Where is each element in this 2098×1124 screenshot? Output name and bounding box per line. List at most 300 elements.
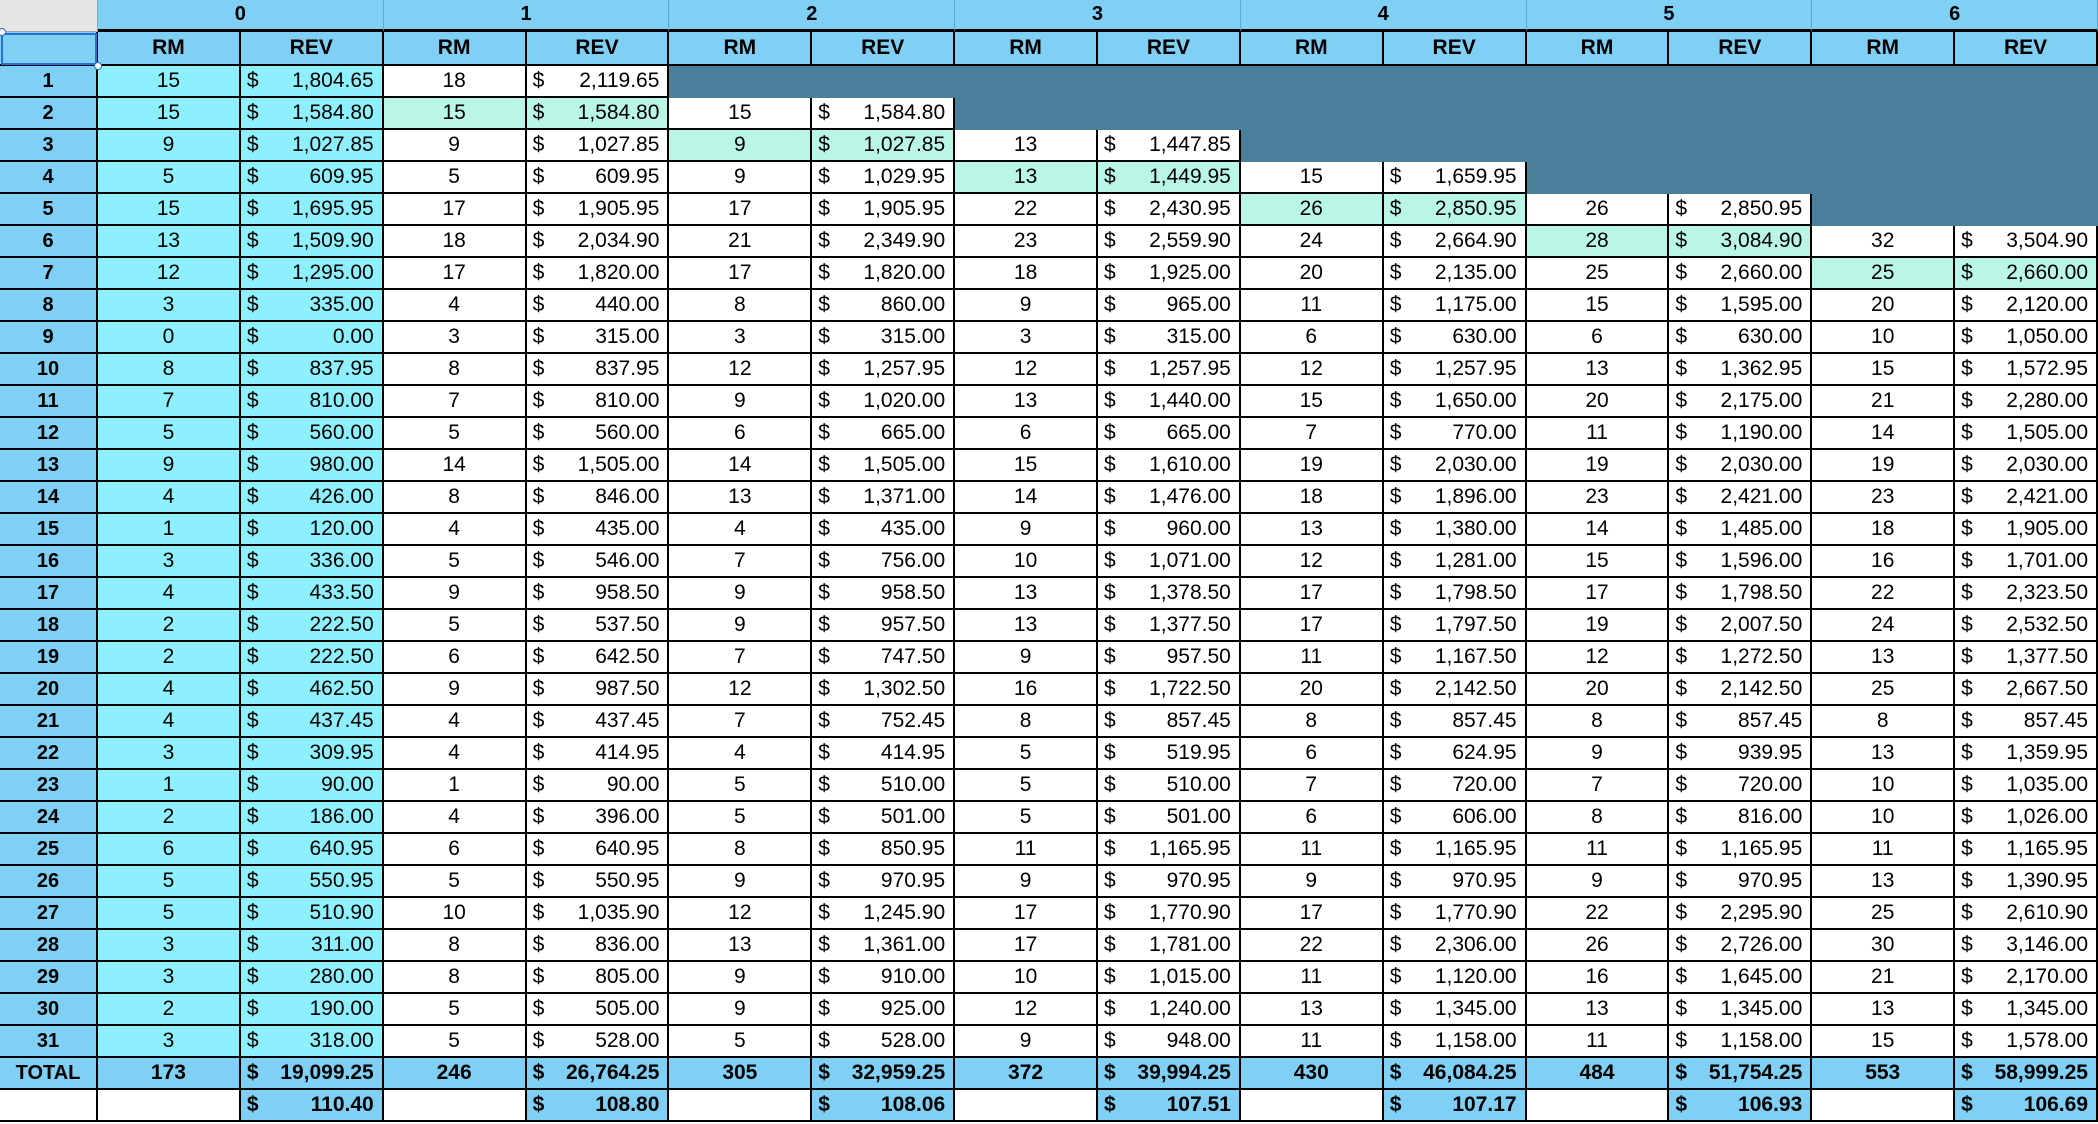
rev-cell[interactable] (1384, 258, 1527, 290)
rev-cell[interactable] (1955, 898, 2098, 930)
row-header-1[interactable]: 1 (0, 66, 98, 98)
rm-cell[interactable]: 13 (1812, 866, 1955, 898)
rm-cell[interactable]: 9 (98, 130, 241, 162)
row-header-15[interactable]: 15 (0, 514, 98, 546)
rm-cell[interactable]: 26 (1241, 194, 1384, 226)
rev-cell[interactable] (241, 546, 384, 578)
rm-cell[interactable]: 20 (1241, 258, 1384, 290)
rm-cell[interactable]: 18 (1812, 514, 1955, 546)
rm-cell[interactable]: 9 (955, 514, 1098, 546)
row-header-12[interactable]: 12 (0, 418, 98, 450)
rev-cell[interactable] (527, 930, 670, 962)
rev-cell[interactable] (241, 130, 384, 162)
rm-header[interactable]: RM (1527, 32, 1670, 66)
rm-cell[interactable]: 15 (1527, 290, 1670, 322)
rm-cell[interactable]: 4 (98, 674, 241, 706)
rm-cell[interactable]: 21 (669, 226, 812, 258)
rm-cell[interactable]: 5 (98, 898, 241, 930)
rm-cell[interactable]: 9 (1527, 738, 1670, 770)
rev-cell[interactable] (1098, 258, 1241, 290)
rev-cell[interactable] (241, 802, 384, 834)
rm-cell[interactable]: 3 (98, 962, 241, 994)
rm-cell[interactable]: 14 (955, 482, 1098, 514)
rev-cell[interactable] (527, 578, 670, 610)
rev-cell[interactable] (1955, 802, 2098, 834)
rm-cell[interactable]: 15 (98, 98, 241, 130)
rm-cell[interactable]: 13 (1812, 994, 1955, 1026)
rev-cell[interactable] (812, 674, 955, 706)
rev-cell[interactable] (1098, 514, 1241, 546)
rm-cell[interactable]: 20 (1812, 290, 1955, 322)
rm-cell[interactable]: 8 (1527, 802, 1670, 834)
rm-cell[interactable]: 4 (384, 706, 527, 738)
rm-cell[interactable]: 12 (669, 898, 812, 930)
rm-cell[interactable]: 22 (1527, 898, 1670, 930)
rev-cell[interactable] (241, 706, 384, 738)
rev-cell[interactable] (1669, 386, 1812, 418)
total-row-label[interactable]: TOTAL (0, 1058, 98, 1090)
rev-cell[interactable] (1669, 930, 1812, 962)
rev-cell[interactable] (527, 98, 670, 130)
rev-cell[interactable] (1669, 898, 1812, 930)
rev-cell[interactable] (1098, 962, 1241, 994)
rev-cell[interactable] (1384, 226, 1527, 258)
rm-cell[interactable]: 9 (669, 162, 812, 194)
rev-cell[interactable] (1384, 386, 1527, 418)
rm-cell[interactable]: 10 (955, 546, 1098, 578)
rm-cell[interactable]: 20 (1241, 674, 1384, 706)
rev-cell[interactable] (1669, 674, 1812, 706)
rev-cell[interactable] (1669, 962, 1812, 994)
rev-cell[interactable] (1098, 354, 1241, 386)
column-group-header-1[interactable]: 1 (384, 0, 670, 32)
rm-cell[interactable]: 9 (669, 962, 812, 994)
rm-cell[interactable]: 13 (955, 162, 1098, 194)
rev-cell[interactable] (527, 994, 670, 1026)
rm-cell[interactable]: 5 (98, 162, 241, 194)
rm-cell[interactable]: 11 (1527, 1026, 1670, 1058)
rev-cell[interactable] (1669, 258, 1812, 290)
rm-cell[interactable]: 11 (955, 834, 1098, 866)
rev-cell[interactable] (812, 450, 955, 482)
rev-cell[interactable] (1098, 610, 1241, 642)
rm-header[interactable]: RM (98, 32, 241, 66)
rev-cell[interactable] (1669, 738, 1812, 770)
sheet-corner[interactable] (0, 0, 98, 32)
average-rev-cell[interactable] (812, 1090, 955, 1122)
row-header-21[interactable]: 21 (0, 706, 98, 738)
rev-cell[interactable] (1669, 994, 1812, 1026)
rev-cell[interactable] (1098, 930, 1241, 962)
rev-cell[interactable] (1669, 226, 1812, 258)
rm-cell[interactable]: 9 (384, 130, 527, 162)
rev-cell[interactable] (1098, 578, 1241, 610)
total-rev-cell[interactable] (1384, 1058, 1527, 1090)
rm-cell[interactable]: 5 (669, 770, 812, 802)
rev-cell[interactable] (527, 386, 670, 418)
rm-cell[interactable]: 13 (955, 386, 1098, 418)
rm-cell[interactable]: 9 (669, 578, 812, 610)
rm-cell[interactable]: 15 (384, 98, 527, 130)
rm-cell[interactable]: 14 (1812, 418, 1955, 450)
column-group-header-0[interactable]: 0 (98, 0, 384, 32)
rm-cell[interactable]: 15 (98, 66, 241, 98)
rm-cell[interactable]: 17 (384, 258, 527, 290)
rm-cell[interactable]: 11 (1241, 290, 1384, 322)
rm-cell[interactable]: 17 (955, 930, 1098, 962)
rm-cell[interactable]: 26 (1527, 930, 1670, 962)
rm-cell[interactable]: 2 (98, 802, 241, 834)
rev-cell[interactable] (812, 418, 955, 450)
rm-cell[interactable]: 13 (1812, 642, 1955, 674)
rm-cell[interactable]: 11 (1527, 834, 1670, 866)
rm-cell[interactable]: 9 (669, 994, 812, 1026)
rev-cell[interactable] (1098, 290, 1241, 322)
rm-cell[interactable]: 32 (1812, 226, 1955, 258)
rev-cell[interactable] (1955, 354, 2098, 386)
rev-cell[interactable] (1098, 482, 1241, 514)
rm-cell[interactable]: 5 (98, 418, 241, 450)
row-header-13[interactable]: 13 (0, 450, 98, 482)
rev-cell[interactable] (1384, 290, 1527, 322)
rev-cell[interactable] (812, 706, 955, 738)
rev-cell[interactable] (812, 130, 955, 162)
column-group-header-4[interactable]: 4 (1241, 0, 1527, 32)
rm-cell[interactable]: 17 (669, 194, 812, 226)
rev-cell[interactable] (527, 290, 670, 322)
rev-cell[interactable] (1098, 450, 1241, 482)
rev-cell[interactable] (527, 866, 670, 898)
average-row-label[interactable] (0, 1090, 98, 1122)
rm-cell[interactable]: 7 (669, 546, 812, 578)
rev-cell[interactable] (1955, 322, 2098, 354)
rm-cell[interactable]: 5 (384, 162, 527, 194)
rev-cell[interactable] (1669, 866, 1812, 898)
rev-cell[interactable] (527, 226, 670, 258)
rev-cell[interactable] (1669, 290, 1812, 322)
rm-header[interactable]: RM (669, 32, 812, 66)
rm-cell[interactable]: 3 (384, 322, 527, 354)
rm-cell[interactable]: 17 (1241, 578, 1384, 610)
rm-cell[interactable]: 10 (384, 898, 527, 930)
rm-cell[interactable]: 15 (1527, 546, 1670, 578)
average-blank-cell[interactable] (1527, 1090, 1670, 1122)
rev-cell[interactable] (812, 1026, 955, 1058)
rev-cell[interactable] (812, 802, 955, 834)
rm-cell[interactable]: 4 (98, 578, 241, 610)
rm-cell[interactable]: 9 (669, 386, 812, 418)
rm-cell[interactable]: 9 (955, 290, 1098, 322)
rev-cell[interactable] (1955, 482, 2098, 514)
rm-cell[interactable]: 6 (1241, 322, 1384, 354)
row-header-10[interactable]: 10 (0, 354, 98, 386)
rm-cell[interactable]: 22 (1241, 930, 1384, 962)
rev-cell[interactable] (1098, 674, 1241, 706)
rev-cell[interactable] (1669, 482, 1812, 514)
rm-cell[interactable]: 7 (98, 386, 241, 418)
rm-cell[interactable]: 1 (384, 770, 527, 802)
average-blank-cell[interactable] (669, 1090, 812, 1122)
rev-cell[interactable] (1384, 674, 1527, 706)
rev-cell[interactable] (241, 450, 384, 482)
rm-cell[interactable]: 10 (1812, 770, 1955, 802)
rm-cell[interactable]: 6 (955, 418, 1098, 450)
row-header-26[interactable]: 26 (0, 866, 98, 898)
rev-cell[interactable] (812, 322, 955, 354)
rev-cell[interactable] (812, 930, 955, 962)
rm-cell[interactable]: 13 (955, 578, 1098, 610)
rm-cell[interactable]: 18 (384, 66, 527, 98)
rev-cell[interactable] (241, 962, 384, 994)
rm-header[interactable]: RM (1241, 32, 1384, 66)
row-header-23[interactable]: 23 (0, 770, 98, 802)
rev-cell[interactable] (1955, 450, 2098, 482)
rev-cell[interactable] (1669, 354, 1812, 386)
rm-cell[interactable]: 11 (1527, 418, 1670, 450)
rev-cell[interactable] (812, 994, 955, 1026)
rev-cell[interactable] (1669, 418, 1812, 450)
rm-cell[interactable]: 9 (384, 674, 527, 706)
rm-cell[interactable]: 9 (1241, 866, 1384, 898)
rm-cell[interactable]: 9 (669, 866, 812, 898)
rev-cell[interactable] (527, 802, 670, 834)
rm-cell[interactable]: 9 (669, 130, 812, 162)
rm-cell[interactable]: 8 (384, 482, 527, 514)
total-rev-cell[interactable] (1955, 1058, 2098, 1090)
rev-cell[interactable] (1384, 802, 1527, 834)
rev-cell[interactable] (527, 194, 670, 226)
rev-cell[interactable] (241, 354, 384, 386)
rm-cell[interactable]: 19 (1527, 450, 1670, 482)
rm-cell[interactable]: 5 (384, 994, 527, 1026)
rev-cell[interactable] (1098, 130, 1241, 162)
column-group-header-6[interactable]: 6 (1812, 0, 2098, 32)
rev-cell[interactable] (1384, 482, 1527, 514)
rev-cell[interactable] (812, 770, 955, 802)
total-rm-cell[interactable]: 372 (955, 1058, 1098, 1090)
rm-cell[interactable]: 13 (669, 482, 812, 514)
rev-cell[interactable] (1669, 194, 1812, 226)
rev-cell[interactable] (527, 546, 670, 578)
rev-cell[interactable] (241, 482, 384, 514)
rm-cell[interactable]: 28 (1527, 226, 1670, 258)
total-rm-cell[interactable]: 553 (1812, 1058, 1955, 1090)
rm-cell[interactable]: 17 (1241, 610, 1384, 642)
rev-cell[interactable] (1384, 738, 1527, 770)
rm-cell[interactable]: 30 (1812, 930, 1955, 962)
rm-cell[interactable]: 9 (955, 866, 1098, 898)
rm-cell[interactable]: 16 (955, 674, 1098, 706)
rm-header[interactable]: RM (384, 32, 527, 66)
rm-cell[interactable]: 10 (1812, 322, 1955, 354)
rev-cell[interactable] (1384, 610, 1527, 642)
rev-cell[interactable] (1955, 962, 2098, 994)
selection-handle-end[interactable] (94, 62, 102, 70)
rm-cell[interactable]: 6 (1241, 738, 1384, 770)
rev-cell[interactable] (812, 482, 955, 514)
rm-cell[interactable]: 5 (669, 802, 812, 834)
rev-cell[interactable] (1669, 578, 1812, 610)
rm-cell[interactable]: 3 (98, 930, 241, 962)
rev-cell[interactable] (1955, 674, 2098, 706)
rev-cell[interactable] (812, 354, 955, 386)
rm-cell[interactable]: 15 (98, 194, 241, 226)
rm-cell[interactable]: 13 (1527, 994, 1670, 1026)
rm-cell[interactable]: 15 (669, 98, 812, 130)
rev-cell[interactable] (527, 706, 670, 738)
rm-cell[interactable]: 13 (1812, 738, 1955, 770)
rm-cell[interactable]: 25 (1527, 258, 1670, 290)
rm-cell[interactable]: 7 (1241, 770, 1384, 802)
rev-cell[interactable] (1098, 194, 1241, 226)
rev-cell[interactable] (1384, 354, 1527, 386)
rev-cell[interactable] (1098, 706, 1241, 738)
rev-cell[interactable] (1955, 514, 2098, 546)
rm-cell[interactable]: 17 (955, 898, 1098, 930)
rm-cell[interactable]: 11 (1241, 834, 1384, 866)
rm-cell[interactable]: 7 (1527, 770, 1670, 802)
rm-cell[interactable]: 7 (669, 706, 812, 738)
rev-cell[interactable] (1669, 514, 1812, 546)
average-blank-cell[interactable] (1812, 1090, 1955, 1122)
rev-cell[interactable] (1098, 834, 1241, 866)
total-rm-cell[interactable]: 430 (1241, 1058, 1384, 1090)
total-rev-cell[interactable] (527, 1058, 670, 1090)
row-header-7[interactable]: 7 (0, 258, 98, 290)
column-group-header-3[interactable]: 3 (955, 0, 1241, 32)
rev-cell[interactable] (241, 578, 384, 610)
rev-cell[interactable] (812, 962, 955, 994)
rev-cell[interactable] (527, 610, 670, 642)
rm-cell[interactable]: 12 (98, 258, 241, 290)
average-blank-cell[interactable] (384, 1090, 527, 1122)
rev-cell[interactable] (1669, 450, 1812, 482)
rm-cell[interactable]: 21 (1812, 386, 1955, 418)
rm-cell[interactable]: 12 (1241, 354, 1384, 386)
total-rev-cell[interactable] (1669, 1058, 1812, 1090)
rev-cell[interactable] (527, 354, 670, 386)
rm-cell[interactable]: 19 (1812, 450, 1955, 482)
column-group-header-2[interactable]: 2 (669, 0, 955, 32)
rev-cell[interactable] (1384, 546, 1527, 578)
rm-cell[interactable]: 6 (384, 834, 527, 866)
total-rev-cell[interactable] (241, 1058, 384, 1090)
rm-cell[interactable]: 11 (1241, 962, 1384, 994)
rev-cell[interactable] (812, 290, 955, 322)
rev-cell[interactable] (812, 898, 955, 930)
row-header-19[interactable]: 19 (0, 642, 98, 674)
rev-cell[interactable] (527, 450, 670, 482)
rev-cell[interactable] (1384, 930, 1527, 962)
rm-cell[interactable]: 10 (955, 962, 1098, 994)
rm-cell[interactable]: 8 (384, 930, 527, 962)
rev-cell[interactable] (527, 130, 670, 162)
rm-cell[interactable]: 4 (384, 738, 527, 770)
rev-cell[interactable] (1955, 642, 2098, 674)
rev-cell[interactable] (1669, 834, 1812, 866)
rm-cell[interactable]: 23 (955, 226, 1098, 258)
rev-cell[interactable] (527, 834, 670, 866)
rev-cell[interactable] (812, 226, 955, 258)
rm-cell[interactable]: 5 (384, 546, 527, 578)
rm-cell[interactable]: 4 (384, 290, 527, 322)
row-header-5[interactable]: 5 (0, 194, 98, 226)
column-group-header-5[interactable]: 5 (1527, 0, 1813, 32)
rev-cell[interactable] (241, 674, 384, 706)
rm-cell[interactable]: 7 (384, 386, 527, 418)
rm-cell[interactable]: 24 (1812, 610, 1955, 642)
rev-header[interactable]: REV (1955, 32, 2098, 66)
rm-cell[interactable]: 17 (384, 194, 527, 226)
rev-cell[interactable] (1098, 994, 1241, 1026)
rm-cell[interactable]: 23 (1812, 482, 1955, 514)
rev-cell[interactable] (241, 866, 384, 898)
row-header-11[interactable]: 11 (0, 386, 98, 418)
rev-cell[interactable] (1098, 386, 1241, 418)
rev-cell[interactable] (1384, 1026, 1527, 1058)
row-header-4[interactable]: 4 (0, 162, 98, 194)
rev-cell[interactable] (1098, 546, 1241, 578)
rev-cell[interactable] (812, 258, 955, 290)
rm-cell[interactable]: 9 (955, 642, 1098, 674)
rev-cell[interactable] (1098, 866, 1241, 898)
rm-cell[interactable]: 5 (955, 770, 1098, 802)
rev-cell[interactable] (527, 738, 670, 770)
rev-cell[interactable] (527, 162, 670, 194)
rev-cell[interactable] (1669, 1026, 1812, 1058)
row-header-8[interactable]: 8 (0, 290, 98, 322)
rev-cell[interactable] (1098, 1026, 1241, 1058)
rm-cell[interactable]: 8 (384, 354, 527, 386)
rev-cell[interactable] (1384, 418, 1527, 450)
rev-cell[interactable] (1955, 930, 2098, 962)
total-rev-cell[interactable] (812, 1058, 955, 1090)
rev-cell[interactable] (812, 642, 955, 674)
rm-cell[interactable]: 14 (1527, 514, 1670, 546)
rev-cell[interactable] (241, 290, 384, 322)
rm-cell[interactable]: 22 (1812, 578, 1955, 610)
row-header-27[interactable]: 27 (0, 898, 98, 930)
rm-header[interactable]: RM (1812, 32, 1955, 66)
rm-cell[interactable]: 17 (1527, 578, 1670, 610)
rev-cell[interactable] (1669, 706, 1812, 738)
rev-cell[interactable] (1384, 770, 1527, 802)
rm-cell[interactable]: 16 (1527, 962, 1670, 994)
rm-cell[interactable]: 18 (384, 226, 527, 258)
rm-cell[interactable]: 13 (669, 930, 812, 962)
rev-cell[interactable] (241, 322, 384, 354)
rm-cell[interactable]: 12 (669, 354, 812, 386)
rm-cell[interactable]: 14 (384, 450, 527, 482)
rm-cell[interactable]: 8 (669, 834, 812, 866)
selected-header-cell[interactable] (0, 32, 98, 66)
rev-cell[interactable] (1955, 546, 2098, 578)
rev-cell[interactable] (1098, 898, 1241, 930)
rm-cell[interactable]: 5 (384, 610, 527, 642)
rm-cell[interactable]: 15 (1812, 354, 1955, 386)
rm-cell[interactable]: 8 (1812, 706, 1955, 738)
rm-cell[interactable]: 4 (669, 738, 812, 770)
rm-cell[interactable]: 12 (955, 354, 1098, 386)
rm-cell[interactable]: 11 (1241, 642, 1384, 674)
rm-cell[interactable]: 6 (1527, 322, 1670, 354)
rm-header[interactable]: RM (955, 32, 1098, 66)
total-rm-cell[interactable]: 305 (669, 1058, 812, 1090)
rm-cell[interactable]: 15 (1241, 162, 1384, 194)
rm-cell[interactable]: 11 (1812, 834, 1955, 866)
rm-cell[interactable]: 6 (384, 642, 527, 674)
average-blank-cell[interactable] (955, 1090, 1098, 1122)
